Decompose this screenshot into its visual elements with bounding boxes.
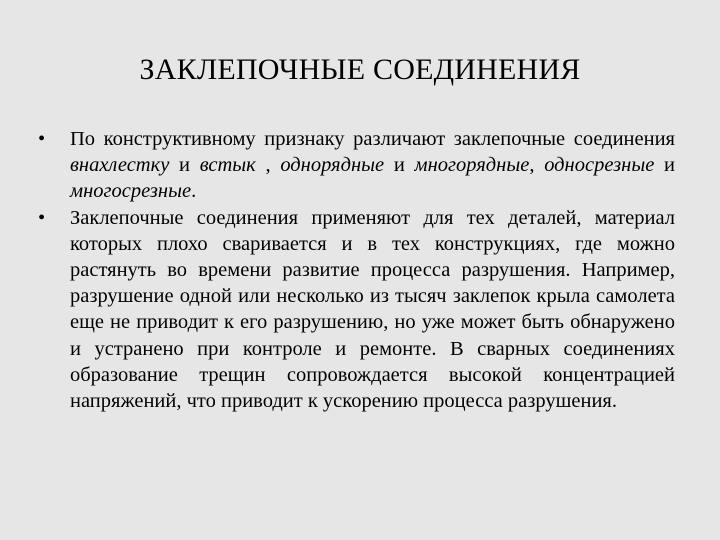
slide-title: ЗАКЛЕПОЧНЫЕ СОЕДИНЕНИЯ [139, 53, 581, 86]
emphasis-term: встык [199, 154, 256, 177]
emphasis-term: многосрезные [70, 180, 192, 203]
text-run: По конструктивному признаку различают заклепочные соединения [70, 128, 675, 150]
bullet-text-2: Заклепочные соединения применяют для тех деталей, материал которых плохо сваривается и в тех конструкциях, где можно растянуть во времени развитие процесса разрушения. Например, разрушение одной или несколько из тысяч заклепок крыла самолета еще не приводит к его разрушению, но уже может быть обнаружено и устранено при контроле и ремонте. В сварных соединениях образование трещин сопровождается высокой концентрацией напряжений, что приводит к ускорению процесса разрушения. [70, 206, 675, 413]
text-run: и [169, 154, 200, 177]
text-run: . [191, 180, 197, 203]
bullet-item-1 [38, 126, 678, 205]
emphasis-term: односрезные [544, 154, 655, 177]
bullet-text-1 [70, 126, 675, 205]
emphasis-term: внахлестку [70, 154, 170, 177]
bullet-marker: • [38, 128, 46, 150]
bullet-item-2 [38, 205, 678, 415]
emphasis-term: однорядные [280, 154, 385, 177]
text-run: , [255, 154, 281, 177]
text-run: , [529, 154, 545, 177]
text-run: и [654, 154, 676, 177]
text-run: и [384, 154, 415, 177]
emphasis-term: многорядные [414, 154, 530, 177]
bullet-marker: • [38, 206, 46, 229]
bullet-list [38, 126, 678, 414]
